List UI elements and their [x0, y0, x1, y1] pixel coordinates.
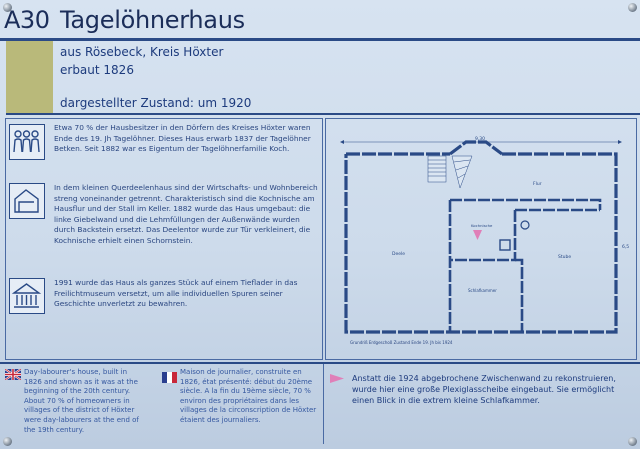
room-label-stube: Stube [558, 255, 572, 260]
screw-icon [628, 437, 637, 446]
origin-text: aus Rösebeck, Kreis Höxter [60, 45, 224, 59]
floor-plan [330, 130, 630, 345]
plan-caption: Grundriß Erdgeschoß Zustand Ende 19. Jh bis 1924 [350, 340, 453, 345]
screw-icon [628, 3, 637, 12]
people-icon [9, 124, 45, 160]
english-summary: Day-labourer's house, built in 1826 and shown as it was at the beginning of the 20th century. About 70 % of homeowners in villages of the district of Höxter were day-labourers at the end of the 19th century. [24, 368, 139, 434]
room-label-schlafkammer: Schlafkammer [468, 288, 497, 293]
history-paragraph: Etwa 70 % der Hausbesitzer in den Dörfern des Kreises Höxter waren Ende des 19. Jh Tagelöhner. Dieses Haus erwarb 1837 der Tagelöhner Betken. Seit 1882 war es Eigentum der Tagelöhnerfamilie Koch. [54, 123, 311, 154]
room-label-flur: Flur [533, 182, 542, 187]
dimension-right-label: 6,5 [622, 245, 630, 250]
room-label-deele: Deele [392, 252, 406, 257]
built-text: erbaut 1826 [60, 63, 134, 77]
construction-paragraph: In dem kleinen Querdeelenhaus sind der Wirtschafts- und Wohnbereich streng voneinander getrennt. Charakteristisch sind die Kochnische am Hausflur und der Stall im Keller. 1882 wurde das Haus umgebaut: die linke Giebelwand und die Lehmfüllungen der Außenwände wurden durch Backstein ersetzt. Das Deelentor wurde zur Tür verkleinert, die Kochnische erhielt einen Schornstein. [54, 183, 318, 245]
museum-icon [9, 278, 45, 314]
color-marker [6, 41, 53, 113]
footer-divider [0, 362, 640, 364]
dimension-top-label: 9,30 [474, 137, 486, 142]
french-summary: Maison de journalier, construite en 1826, état présenté: début du 20ème siècle. A la fin du 19ème siècle, 70 % environ des propriétaires dans les villages de la circonscription de Höxter étaient des journaliers. [180, 368, 317, 424]
building-code: A30 [4, 6, 50, 34]
outer-walls [346, 142, 616, 332]
title-divider [0, 38, 640, 41]
relocation-paragraph: 1991 wurde das Haus als ganzes Stück auf einem Tieflader in das Freilichtmuseum versetzt, um alle individuellen Spuren seiner Geschichte unverletzt zu bewahren. [54, 278, 298, 309]
building-title: Tagelöhnerhaus [60, 6, 245, 34]
stairs [428, 156, 472, 188]
inner-walls [450, 200, 600, 332]
screw-icon [3, 437, 12, 446]
french-flag-icon [162, 372, 177, 383]
german-plexiglass-note: Anstatt die 1924 abgebrochene Zwischenwand zu rekonstruieren, wurde hier eine große Plexiglasscheibe eingebaut. Sie ermöglicht einen Blick in die extrem kleine Schlafkammer. [352, 374, 616, 405]
house-icon [9, 183, 45, 219]
state-text: dargestellter Zustand: um 1920 [60, 96, 252, 110]
room-label-kochnische: Kochnische [471, 223, 493, 228]
plexiglass-marker [473, 230, 482, 240]
uk-flag-icon [5, 369, 21, 380]
footer-column-divider [323, 364, 324, 444]
subtitle-divider [6, 113, 640, 115]
pink-triangle-icon [330, 374, 344, 383]
